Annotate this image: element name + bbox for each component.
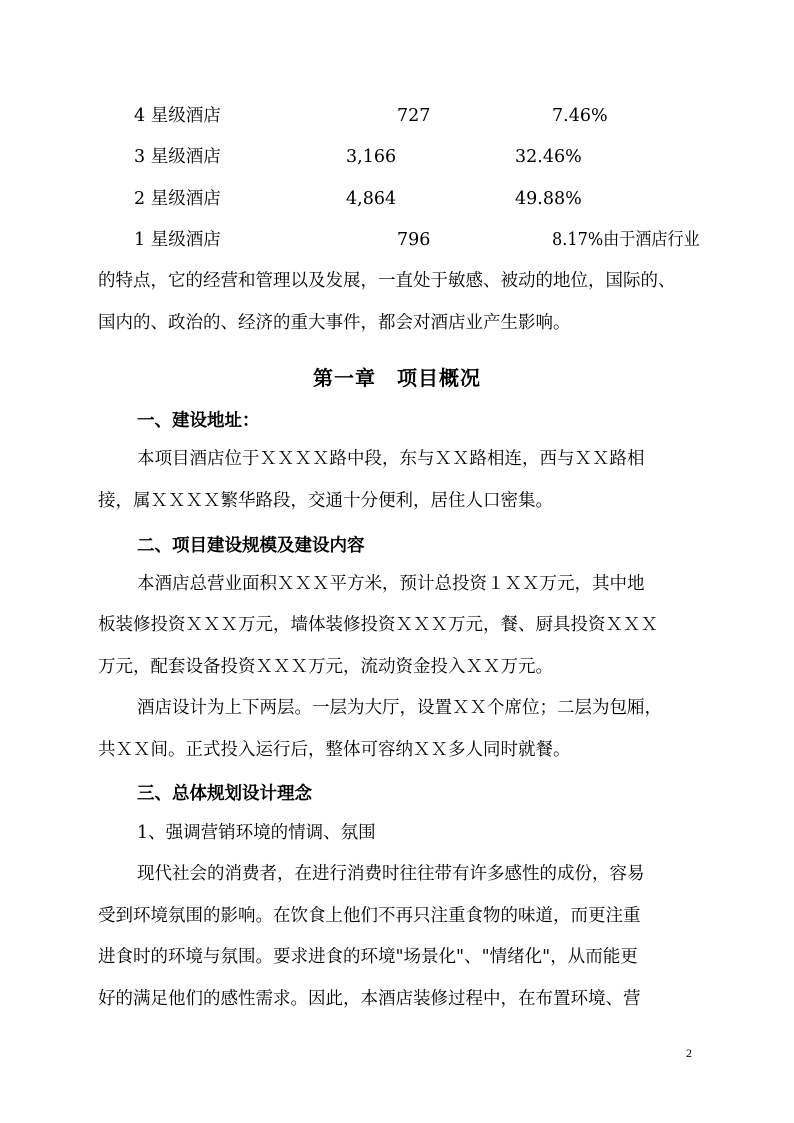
stat-row (0, 105, 794, 129)
stat-percent: 7.46% (552, 106, 608, 126)
section-heading: 二、项目建设规模及建设内容 (137, 536, 365, 556)
stat-label: 4 星级酒店 (134, 106, 221, 126)
stat-percent: 49.88% (515, 189, 582, 209)
page-number: 2 (686, 1046, 692, 1060)
body-text-line: 好的满足他们的感性需求。因此，本酒店装修过程中，在布置环境、营 (98, 989, 641, 1009)
section-heading: 一、建设地址： (137, 411, 260, 431)
stat-label: 3 星级酒店 (134, 147, 221, 167)
stat-percent: 8.17%由于酒店行业 (552, 230, 700, 250)
body-text-line: 共ＸＸ间。正式投入运行后，整体可容纳ＸＸ多人同时就餐。 (98, 740, 571, 760)
body-text-line: 现代社会的消费者，在进行消费时往往带有许多感性的成份，容易 (137, 864, 645, 884)
body-text-line: 本项目酒店位于ＸＸＸＸ路中段，东与ＸＸ路相连，西与ＸＸ路相 (137, 449, 645, 469)
stat-count: 796 (397, 230, 431, 250)
stat-row (0, 146, 794, 170)
stat-count: 727 (397, 106, 431, 126)
stat-row (0, 188, 794, 212)
subsection-heading: 1、强调营销环境的情调、氛围 (137, 823, 376, 843)
body-text-line: 国内的、政治的、经济的重大事件，都会对酒店业产生影响。 (98, 313, 571, 333)
body-text-line: 接，属ＸＸＸＸ繁华路段，交通十分便利，居住人口密集。 (98, 491, 553, 511)
body-text-line: 的特点，它的经营和管理以及发展，一直处于敏感、被动的地位，国际的、 (98, 271, 676, 291)
body-text-line: 受到环境氛围的影响。在饮食上他们不再只注重食物的味道，而更注重 (98, 906, 641, 926)
stat-label: 2 星级酒店 (134, 189, 221, 209)
stat-label: 1 星级酒店 (134, 230, 221, 250)
body-text-line: 进食时的环境与氛围。要求进食的环境"场景化"、"情绪化"，从而能更 (98, 947, 638, 967)
body-text-line: 酒店设计为上下两层。一层为大厅，设置ＸＸ个席位；二层为包厢， (137, 698, 662, 718)
body-text-line: 万元，配套设备投资ＸＸＸ万元，流动资金投入ＸＸ万元。 (98, 657, 553, 677)
chapter-title: 第一章 项目概况 (313, 366, 481, 390)
section-heading: 三、总体规划设计理念 (137, 784, 312, 804)
stat-percent: 32.46% (515, 147, 582, 167)
body-text-line: 本酒店总营业面积ＸＸＸ平方米，预计总投资１ＸＸ万元，其中地 (137, 574, 645, 594)
stat-count: 3,166 (346, 147, 397, 167)
stat-count: 4,864 (346, 189, 397, 209)
body-text-line: 板装修投资ＸＸＸ万元，墙体装修投资ＸＸＸ万元，餐、厨具投资ＸＸＸ (98, 615, 658, 635)
stat-row (0, 229, 794, 253)
